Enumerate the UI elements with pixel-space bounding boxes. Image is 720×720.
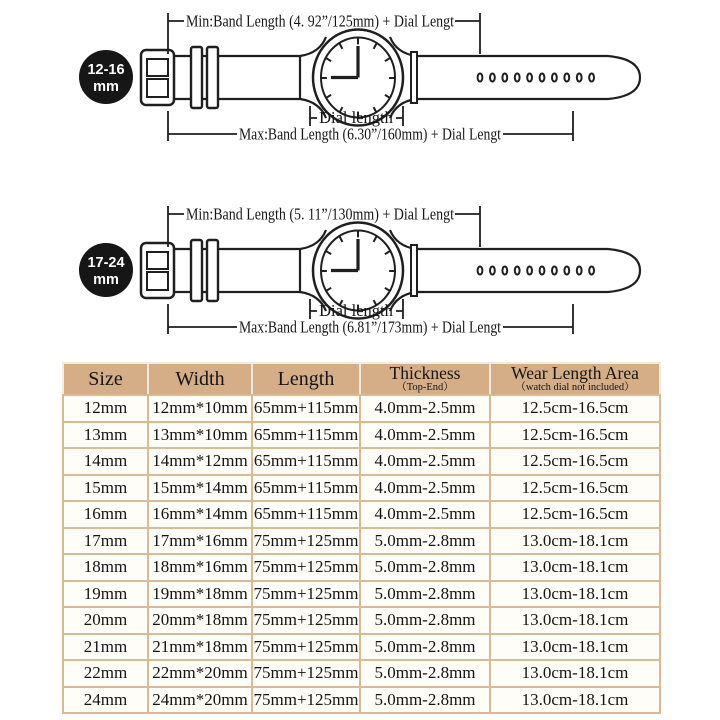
max-band-length-label: Max:Band Length (6.81”/173mm) + Dial Lengt — [239, 317, 502, 337]
cell-length: 75mm+125mm — [252, 687, 360, 714]
dial-length-label: Dial length — [319, 108, 393, 127]
cell-length: 75mm+125mm — [252, 607, 360, 634]
cell-size: 13mm — [63, 422, 148, 449]
cell-length: 65mm+115mm — [252, 501, 360, 528]
cell-size: 20mm — [63, 607, 148, 634]
cell-width: 19mm*18mm — [148, 581, 252, 608]
table-row — [63, 448, 660, 475]
col-header-width — [148, 363, 252, 395]
cell-thickness: 4.0mm-2.5mm — [360, 422, 490, 449]
cell-wear-length-area: 12.5cm-16.5cm — [490, 422, 660, 449]
cell-wear-length-area: 13.0cm-18.1cm — [490, 581, 660, 608]
header-row — [63, 363, 660, 395]
cell-thickness: 5.0mm-2.8mm — [360, 528, 490, 555]
cell-width: 22mm*20mm — [148, 660, 252, 687]
badge-range-text: 17-24 — [87, 255, 125, 271]
size-badge-12-16mm — [79, 50, 133, 104]
cell-wear-length-area: 13.0cm-18.1cm — [490, 528, 660, 555]
col-header-size — [63, 363, 148, 395]
cell-size: 15mm — [63, 475, 148, 502]
table-row — [63, 528, 660, 555]
cell-size: 21mm — [63, 634, 148, 661]
cell-length: 65mm+115mm — [252, 422, 360, 449]
badge-unit-text: mm — [93, 272, 119, 288]
cell-thickness: 5.0mm-2.8mm — [360, 607, 490, 634]
cell-thickness: 5.0mm-2.8mm — [360, 581, 490, 608]
cell-width: 17mm*16mm — [148, 528, 252, 555]
table-row — [63, 660, 660, 687]
size-table-header — [63, 363, 660, 395]
cell-thickness: 5.0mm-2.8mm — [360, 554, 490, 581]
cell-wear-length-area: 13.0cm-18.1cm — [490, 634, 660, 661]
cell-wear-length-area: 12.5cm-16.5cm — [490, 475, 660, 502]
cell-thickness: 5.0mm-2.8mm — [360, 687, 490, 714]
badge-unit-text: mm — [93, 79, 119, 95]
table-row — [63, 422, 660, 449]
cell-width: 12mm*10mm — [148, 395, 252, 422]
cell-wear-length-area: 13.0cm-18.1cm — [490, 660, 660, 687]
cell-length: 75mm+125mm — [252, 660, 360, 687]
table-row — [63, 607, 660, 634]
cell-size: 18mm — [63, 554, 148, 581]
cell-thickness: 4.0mm-2.5mm — [360, 448, 490, 475]
cell-width: 21mm*18mm — [148, 634, 252, 661]
cell-wear-length-area: 12.5cm-16.5cm — [490, 448, 660, 475]
cell-size: 19mm — [63, 581, 148, 608]
max-band-length-label: Max:Band Length (6.30”/160mm) + Dial Lengt — [239, 124, 502, 144]
badge-range-text: 12-16 — [87, 62, 125, 78]
cell-length: 75mm+125mm — [252, 528, 360, 555]
watch-diagram-17-24mm — [0, 193, 720, 363]
cell-length: 75mm+125mm — [252, 634, 360, 661]
col-header-label: Thickness — [389, 363, 461, 384]
size-table-body — [63, 395, 660, 713]
table-row — [63, 475, 660, 502]
col-header-label: Width — [175, 368, 225, 390]
cell-thickness: 4.0mm-2.5mm — [360, 395, 490, 422]
cell-length: 65mm+115mm — [252, 475, 360, 502]
cell-size: 17mm — [63, 528, 148, 555]
cell-thickness: 4.0mm-2.5mm — [360, 475, 490, 502]
watch-diagram-12-16mm — [0, 0, 720, 170]
cell-size: 22mm — [63, 660, 148, 687]
size-badge-17-24mm — [79, 243, 133, 297]
cell-width: 20mm*18mm — [148, 607, 252, 634]
cell-length: 75mm+125mm — [252, 554, 360, 581]
cell-width: 14mm*12mm — [148, 448, 252, 475]
size-table — [62, 362, 661, 714]
table-row — [63, 687, 660, 714]
cell-width: 13mm*10mm — [148, 422, 252, 449]
cell-wear-length-area: 13.0cm-18.1cm — [490, 554, 660, 581]
col-header-wear-length-area — [490, 363, 660, 395]
col-header-label: Size — [88, 368, 123, 390]
cell-size: 12mm — [63, 395, 148, 422]
cell-thickness: 5.0mm-2.8mm — [360, 634, 490, 661]
col-header-thickness — [360, 363, 490, 395]
cell-thickness: 4.0mm-2.5mm — [360, 501, 490, 528]
cell-length: 65mm+115mm — [252, 395, 360, 422]
col-header-label: Length — [277, 368, 335, 390]
cell-width: 18mm*16mm — [148, 554, 252, 581]
table-row — [63, 581, 660, 608]
table-row — [63, 395, 660, 422]
cell-wear-length-area: 13.0cm-18.1cm — [490, 687, 660, 714]
cell-width: 24mm*20mm — [148, 687, 252, 714]
cell-wear-length-area: 12.5cm-16.5cm — [490, 395, 660, 422]
col-header-length — [252, 363, 360, 395]
min-band-length-label: Min:Band Length (4. 92”/125mm) + Dial Lengt — [186, 11, 455, 31]
dial-length-label: Dial length — [319, 301, 393, 320]
cell-width: 15mm*14mm — [148, 475, 252, 502]
cell-wear-length-area: 12.5cm-16.5cm — [490, 501, 660, 528]
cell-wear-length-area: 13.0cm-18.1cm — [490, 607, 660, 634]
col-header-sublabel: （Top-End） — [396, 382, 454, 394]
cell-size: 24mm — [63, 687, 148, 714]
table-row — [63, 501, 660, 528]
cell-length: 65mm+115mm — [252, 448, 360, 475]
col-header-label: Wear Length Area — [511, 363, 639, 384]
min-band-length-label: Min:Band Length (5. 11”/130mm) + Dial Lengt — [186, 204, 455, 224]
table-row — [63, 554, 660, 581]
table-row — [63, 634, 660, 661]
cell-thickness: 5.0mm-2.8mm — [360, 660, 490, 687]
cell-size: 16mm — [63, 501, 148, 528]
cell-size: 14mm — [63, 448, 148, 475]
col-header-sublabel: （watch dial not included） — [515, 382, 635, 394]
cell-width: 16mm*14mm — [148, 501, 252, 528]
cell-length: 75mm+125mm — [252, 581, 360, 608]
